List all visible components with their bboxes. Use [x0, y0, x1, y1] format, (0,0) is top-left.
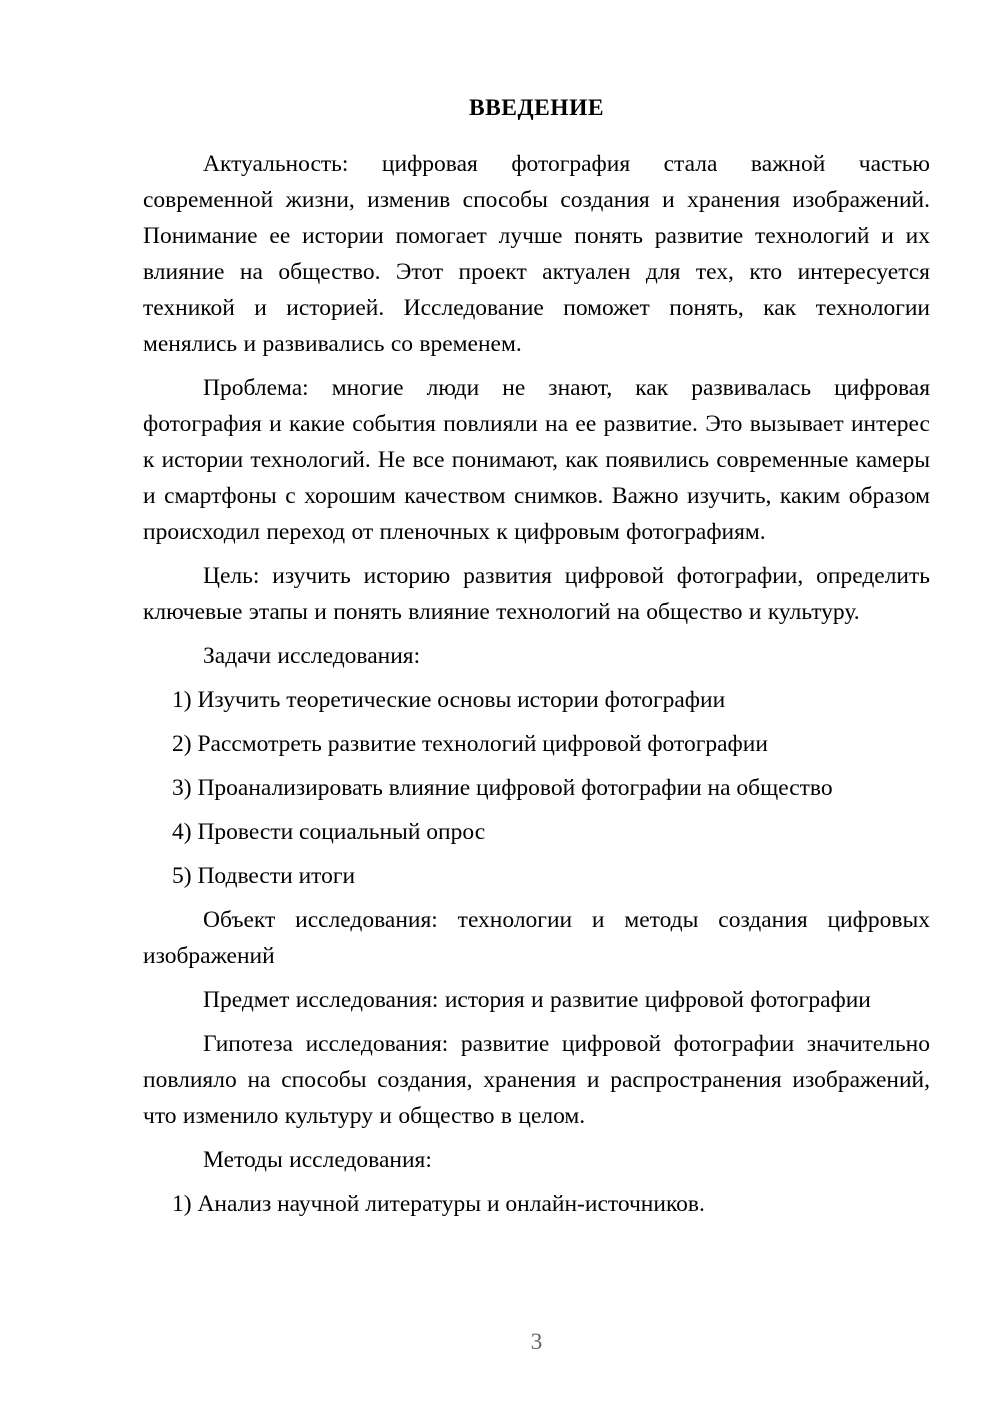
paragraph-object: Объект исследования: технологии и методы создания цифровых изображений: [143, 907, 930, 969]
page-title: ВВЕДЕНИЕ: [468, 95, 605, 121]
paragraph-hypothesis: Гипотеза исследования: развитие цифровой фотографии значительно повлияло на способы создания, хранения и распространения изображений, что изменило культуру и общество в целом.: [143, 1031, 930, 1129]
content-area: [143, 90, 930, 1230]
page-number: 3: [530, 1329, 543, 1355]
paragraph-goal: Цель: изучить историю развития цифровой фотографии, определить ключевые этапы и понять влияние технологий на общество и культуру.: [143, 563, 930, 625]
method-item-1: 1) Анализ научной литературы и онлайн-источников.: [172, 1191, 705, 1217]
paragraph-subject: Предмет исследования: история и развитие цифровой фотографии: [203, 987, 871, 1013]
paragraph-problem: Проблема: многие люди не знают, как развивалась цифровая фотография и какие события повлияли на ее развитие. Это вызывает интерес к истории технологий. Не все понимают, как появились современные камеры и смартфоны с хорошим качеством снимков. Важно изучить, каким образом происходил переход от пленочных к цифровым фотографиям.: [143, 375, 930, 545]
heading-tasks: Задачи исследования:: [203, 643, 421, 669]
task-item-2: 2) Рассмотреть развитие технологий цифровой фотографии: [172, 731, 768, 757]
task-item-4: 4) Провести социальный опрос: [172, 819, 486, 845]
task-item-5: 5) Подвести итоги: [172, 863, 356, 889]
heading-methods: Методы исследования:: [203, 1147, 432, 1173]
task-item-3: 3) Проанализировать влияние цифровой фотографии на общество: [172, 775, 833, 801]
task-item-1: 1) Изучить теоретические основы истории фотографии: [172, 687, 726, 713]
paragraph-actuality: Актуальность: цифровая фотография стала важной частью современной жизни, изменив способы создания и хранения изображений. Понимание ее истории помогает лучше понять развитие технологий и их влияние на общество. Этот проект актуален для тех, кто интересуется техникой и историей. Исследование поможет понять, как технологии менялись и развивались со временем.: [143, 151, 930, 357]
